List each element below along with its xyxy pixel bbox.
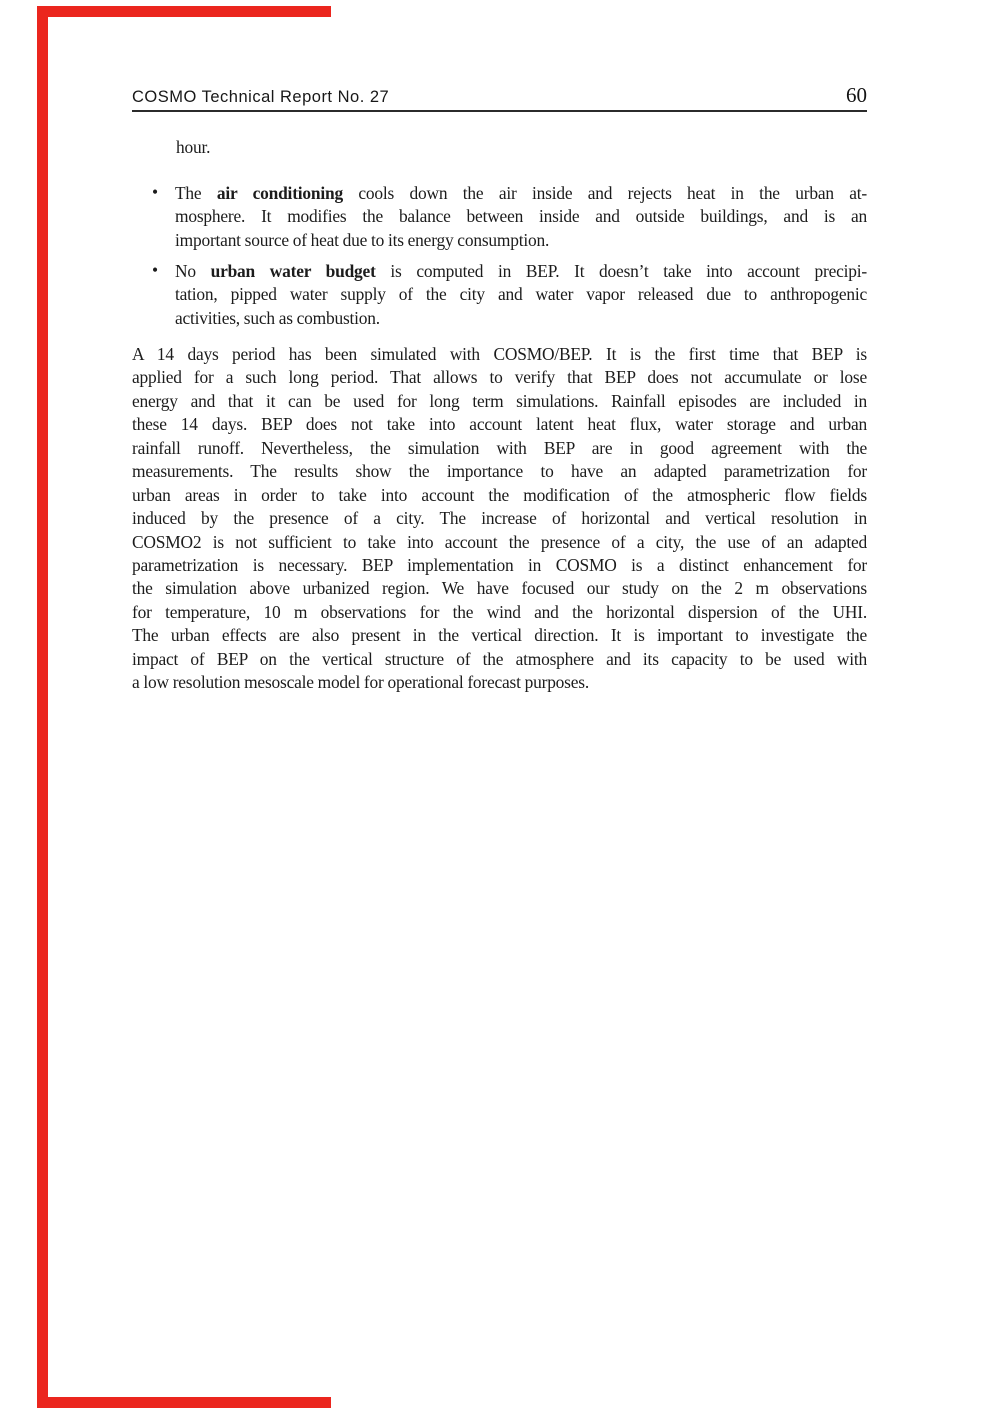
text-line: a low resolution mesoscale model for operational forecast purposes. <box>132 672 589 693</box>
page-number: 60 <box>846 83 867 107</box>
bullet-text <box>175 182 867 252</box>
text-line: activities, such as combustion. <box>175 307 380 328</box>
header-title: COSMO Technical Report No. 27 <box>132 88 390 106</box>
bold-phrase: air conditioning <box>216 183 343 203</box>
bullet-item-air-conditioning <box>132 182 867 252</box>
text-line: important source of heat due to its energy consumption. <box>175 229 550 250</box>
text-line <box>175 182 867 205</box>
text-segment: No <box>175 261 211 281</box>
text-line: COSMO2 is not sufficient to take into account the presence of a city, the use of an adapted <box>132 531 867 552</box>
margin-annotation-bar-top <box>37 6 331 17</box>
text-line: energy and that it can be used for long term simulations. Rainfall episodes are included in <box>132 390 867 411</box>
text-line: The urban effects are also present in the vertical direction. It is important to investigate the <box>132 625 867 646</box>
text-line: the simulation above urbanized region. We have focused our study on the 2 m observations <box>132 578 867 599</box>
bold-phrase: urban water budget <box>210 261 376 281</box>
text-segment: The <box>175 183 217 203</box>
bullet-text <box>175 260 867 330</box>
text-line: urban areas in order to take into account the modification of the atmospheric flow fields <box>132 484 867 505</box>
bullet-item-urban-water-budget <box>132 260 867 330</box>
text-line: A 14 days period has been simulated with COSMO/BEP. It is the first time that BEP is <box>132 344 867 364</box>
margin-annotation-bar-bottom <box>37 1397 331 1408</box>
text-segment: cools down the air inside and rejects heat in the urban at- <box>342 183 867 203</box>
bullet-marker: • <box>152 260 159 280</box>
main-paragraph <box>132 343 867 695</box>
text-line: rainfall runoff. Nevertheless, the simulation with BEP are in good agreement with the <box>132 437 867 458</box>
text-line: parametrization is necessary. BEP implementation in COSMO is a distinct enhancement for <box>132 554 867 575</box>
header-rule <box>132 110 867 112</box>
text-line: impact of BEP on the vertical structure of the atmosphere and its capacity to be used with <box>132 648 867 669</box>
text-line: hour. <box>176 137 211 157</box>
text-line: measurements. The results show the importance to have an adapted parametrization for <box>132 461 867 482</box>
bullet-marker: • <box>152 182 159 202</box>
text-line: mosphere. It modifies the balance between inside and outside buildings, and is an <box>175 206 867 227</box>
text-line <box>175 260 867 283</box>
margin-annotation-bar-left <box>37 6 48 1408</box>
text-line: induced by the presence of a city. The increase of horizontal and vertical resolution in <box>132 508 867 529</box>
continuation-line <box>176 136 868 159</box>
text-line: these 14 days. BEP does not take into account latent heat flux, water storage and urban <box>132 414 867 435</box>
text-line: applied for a such long period. That allows to verify that BEP does not accumulate or lose <box>132 367 867 388</box>
text-segment: is computed in BEP. It doesn’t take into account precipi- <box>375 261 867 281</box>
text-line: for temperature, 10 m observations for the wind and the horizontal dispersion of the UHI. <box>132 601 867 622</box>
text-line: tation, pipped water supply of the city and water vapor released due to anthropogenic <box>175 284 867 305</box>
